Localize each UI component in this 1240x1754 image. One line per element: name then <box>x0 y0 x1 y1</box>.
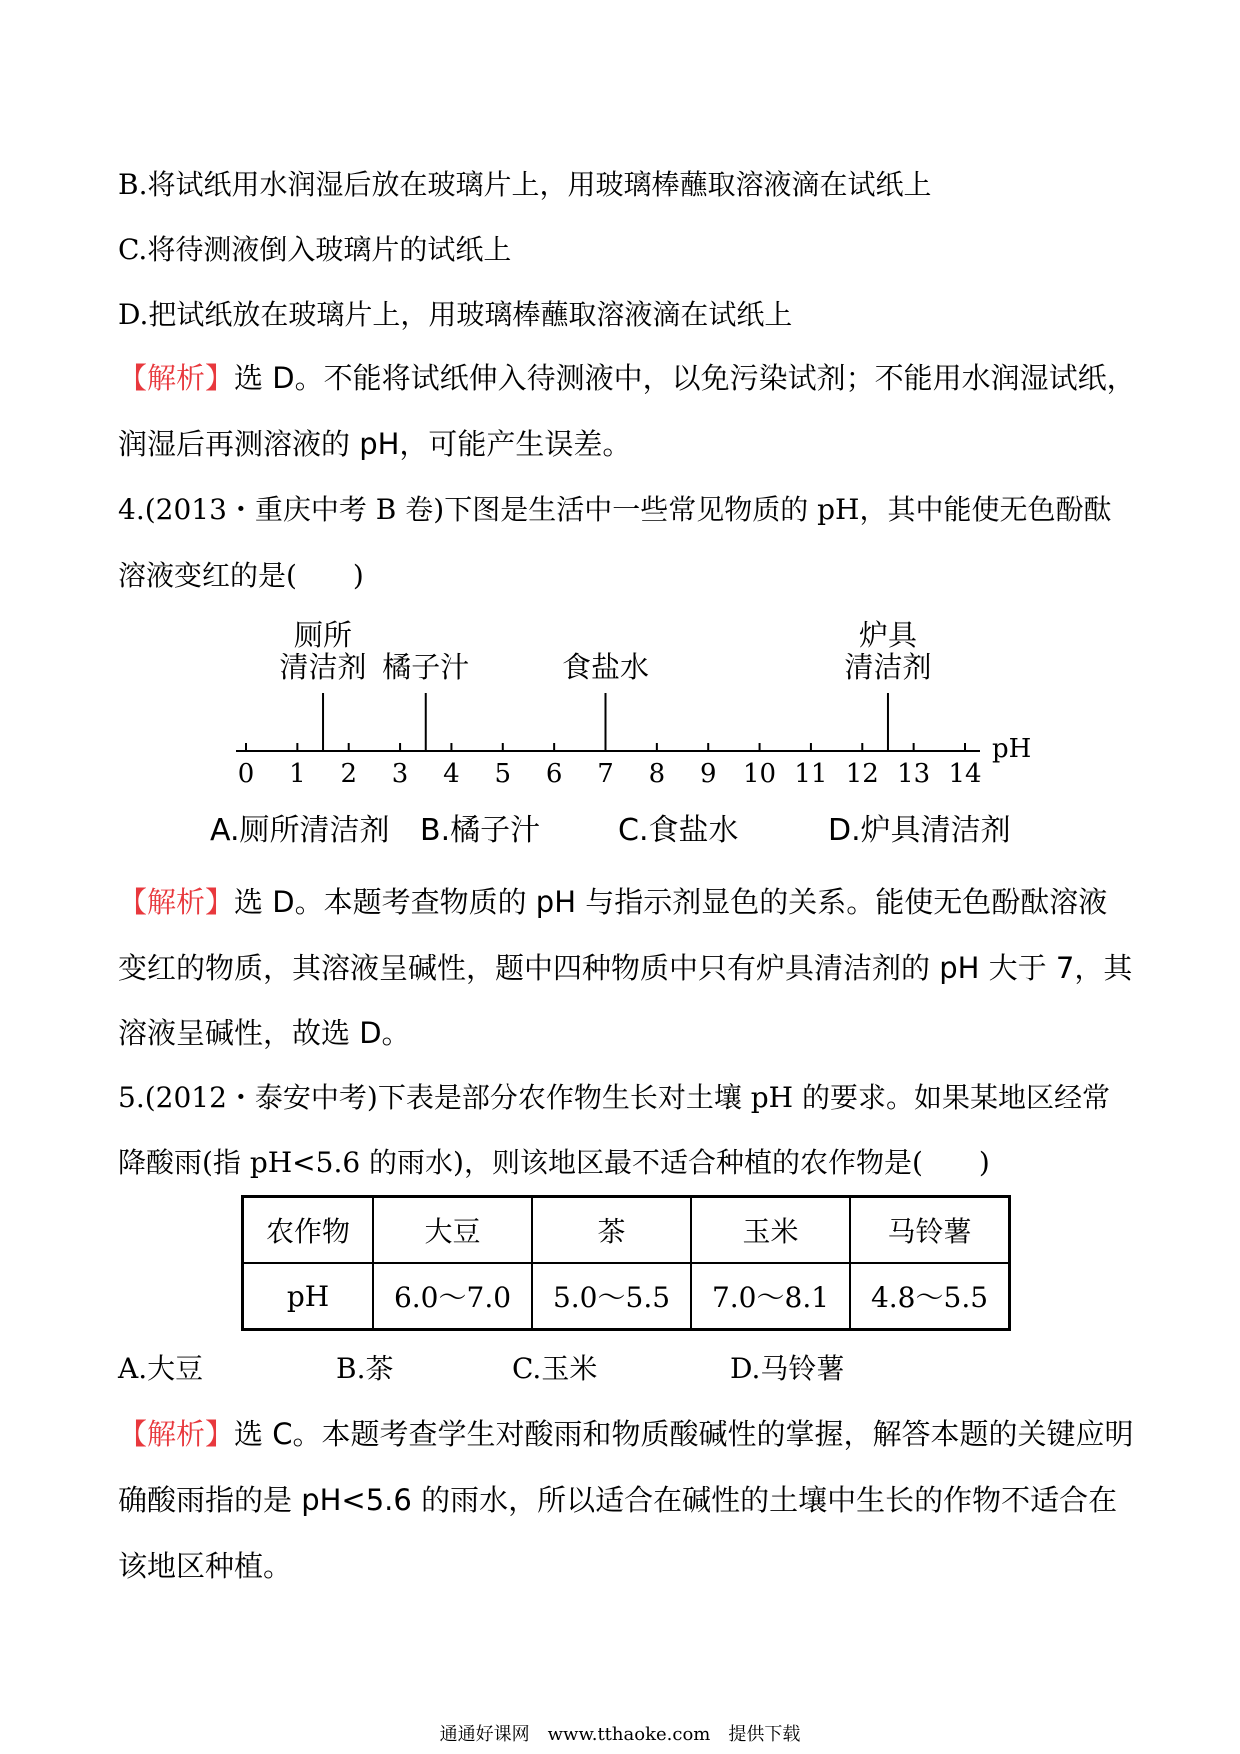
table-cell: 4.8～5.5 <box>850 1263 1010 1330</box>
question-4-line-2: 溶液变红的是( ) <box>118 559 364 592</box>
option-b: B.将试纸用水润湿后放在玻璃片上，用玻璃棒蘸取溶液滴在试纸上 <box>118 168 932 201</box>
tick-label: 1 <box>289 759 306 789</box>
table-row <box>243 1263 1010 1330</box>
tick-label: 12 <box>845 759 879 789</box>
analysis-4-line-3: 溶液呈碱性，故选 D。 <box>118 1016 411 1050</box>
q4-option-a: A.厕所清洁剂 <box>210 813 390 848</box>
page-footer: 通通好课网 www.tthaoke.com 提供下载 <box>439 1724 801 1745</box>
tick-label: 7 <box>597 759 614 789</box>
q5-option-a: A.大豆 <box>118 1352 204 1385</box>
marker-label: 厕所 <box>294 618 353 652</box>
analysis-4-line-2: 变红的物质，其溶液呈碱性，题中四种物质中只有炉具清洁剂的 pH 大于 7，其 <box>118 951 1133 985</box>
marker-label: 清洁剂 <box>279 650 367 684</box>
analysis-5-line-1 <box>118 1412 1133 1453</box>
table-cell: 马铃薯 <box>850 1197 1010 1264</box>
marker-label: 炉具 <box>858 618 917 652</box>
tick-label: 6 <box>545 759 563 789</box>
q5-option-c: C.玉米 <box>512 1352 598 1385</box>
analysis-3-line-2: 润湿后再测溶液的 pH，可能产生误差。 <box>118 427 632 461</box>
tick-label: 10 <box>743 759 777 789</box>
option-c: C.将待测液倒入玻璃片的试纸上 <box>118 233 512 266</box>
table-cell: 6.0～7.0 <box>373 1263 532 1330</box>
analysis-text: 选 C。本题考查学生对酸雨和物质酸碱性的掌握，解答本题的关键应明 <box>234 1417 1134 1451</box>
table-cell: 茶 <box>532 1197 691 1264</box>
analysis-tag: 【解析】 <box>118 885 235 919</box>
q5-option-d: D.马铃薯 <box>730 1352 845 1385</box>
question-4-line-1: 4.(2013・重庆中考 B 卷)下图是生活中一些常见物质的 pH，其中能使无色酚酞 <box>118 493 1112 526</box>
axis-label: pH <box>992 734 1032 764</box>
tick-label: 0 <box>237 759 255 789</box>
table-cell: 5.0～5.5 <box>532 1263 691 1330</box>
marker-label: 橘子汁 <box>382 650 470 684</box>
table-cell: 大豆 <box>373 1197 532 1264</box>
q5-option-b: B.茶 <box>336 1352 394 1385</box>
analysis-text: 选 D。不能将试纸伸入待测液中，以免污染试剂；不能用水润湿试纸， <box>234 361 1136 395</box>
table-row <box>243 1197 1010 1264</box>
tick-label: 5 <box>494 759 512 789</box>
option-d: D.把试纸放在玻璃片上，用玻璃棒蘸取溶液滴在试纸上 <box>118 298 793 331</box>
analysis-3-line-1 <box>118 356 1136 397</box>
marker-label: 食盐水 <box>561 650 650 684</box>
tick-label: 8 <box>648 759 666 789</box>
analysis-5-line-3: 该地区种植。 <box>118 1549 293 1583</box>
question-5-line-2: 降酸雨(指 pH<5.6 的雨水)，则该地区最不适合种植的农作物是( ) <box>118 1146 990 1179</box>
tick-label: 13 <box>897 759 931 789</box>
analysis-tag: 【解析】 <box>118 361 235 395</box>
analysis-4-line-1 <box>118 880 1107 921</box>
question-5-line-1: 5.(2012・泰安中考)下表是部分农作物生长对土壤 pH 的要求。如果某地区经常 <box>118 1081 1110 1114</box>
tick-label: 11 <box>794 759 828 789</box>
q4-option-c: C.食盐水 <box>618 813 739 848</box>
analysis-5-line-2: 确酸雨指的是 pH<5.6 的雨水，所以适合在碱性的土壤中生长的作物不适合在 <box>118 1483 1118 1517</box>
tick-label: 3 <box>391 759 409 789</box>
marker-label: 清洁剂 <box>844 650 932 684</box>
analysis-tag: 【解析】 <box>118 1417 235 1451</box>
crop-ph-table <box>241 1195 1011 1331</box>
q4-option-b: B.橘子汁 <box>420 813 541 848</box>
table-cell: pH <box>243 1263 374 1330</box>
tick-label: 2 <box>340 759 357 789</box>
table-cell: 农作物 <box>243 1197 374 1264</box>
analysis-text: 选 D。本题考查物质的 pH 与指示剂显色的关系。能使无色酚酞溶液 <box>234 885 1108 919</box>
table-cell: 7.0～8.1 <box>691 1263 850 1330</box>
table-cell: 玉米 <box>691 1197 850 1264</box>
q4-option-d: D.炉具清洁剂 <box>828 813 1011 848</box>
tick-label: 4 <box>443 759 460 789</box>
tick-label: 9 <box>699 759 717 789</box>
tick-label: 14 <box>948 759 982 789</box>
